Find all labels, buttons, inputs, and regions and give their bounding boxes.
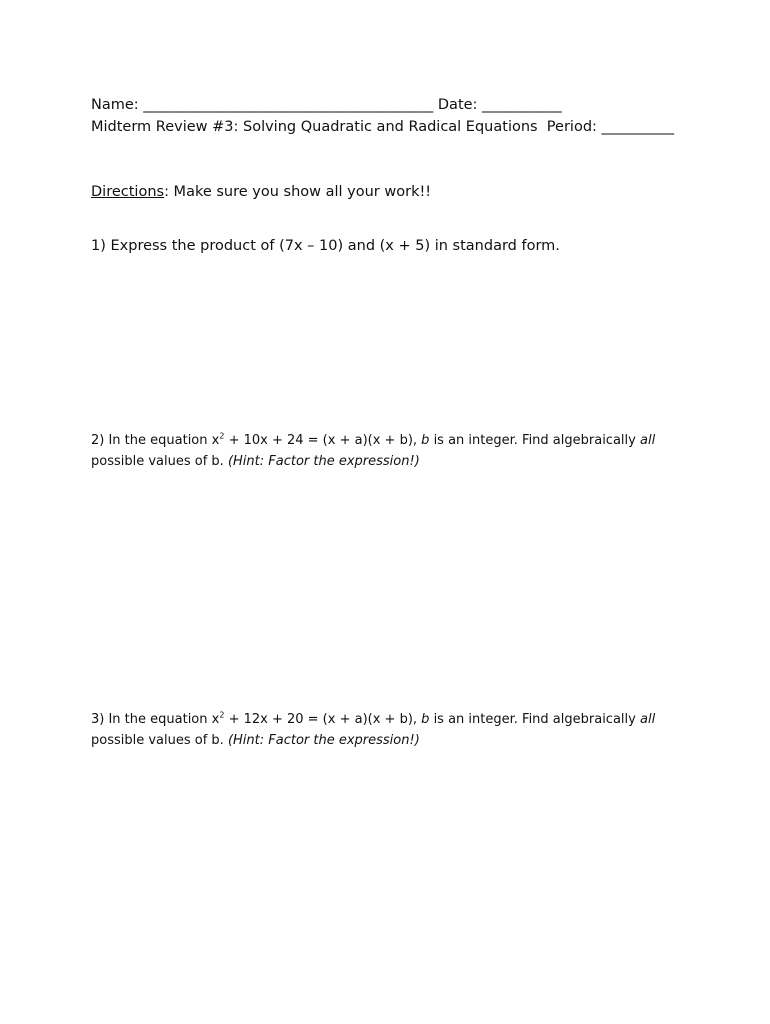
question-2-exponent: 2: [219, 431, 225, 441]
directions-label: Directions: [91, 184, 165, 200]
question-3-exponent: 2: [219, 710, 225, 720]
question-3-continuation: possible values of b.: [91, 733, 228, 748]
question-2-variable-b: b: [421, 433, 430, 448]
date-blank: ___________: [482, 97, 562, 113]
period-blank: __________: [601, 119, 675, 135]
question-3-line-2: [91, 731, 420, 751]
question-3-equation: + 12x + 20 = (x + a)(x + b),: [224, 712, 422, 727]
name-date-line: [91, 95, 562, 115]
worksheet-title: Midterm Review #3: Solving Quadratic and Radical Equations: [91, 119, 538, 135]
date-label: Date:: [433, 97, 483, 113]
question-3-instruction: is an integer. Find algebraically: [429, 712, 640, 727]
question-2-prefix: 2) In the equation x: [91, 433, 220, 448]
question-1: [91, 236, 560, 256]
question-2-hint: (Hint: Factor the expression!): [227, 454, 420, 469]
question-3-prefix: 3) In the equation x: [91, 712, 220, 727]
question-1-text: 1) Express the product of (7x – 10) and (x + 5) in standard form.: [91, 238, 560, 254]
question-3-hint: (Hint: Factor the expression!): [227, 733, 420, 748]
question-2-line-2: [91, 452, 420, 472]
question-2-instruction: is an integer. Find algebraically: [429, 433, 640, 448]
question-3-emphasis: all: [639, 712, 656, 727]
question-3-variable-b: b: [421, 712, 430, 727]
question-2-equation: + 10x + 24 = (x + a)(x + b),: [224, 433, 422, 448]
directions-text: : Make sure you show all your work!!: [164, 184, 432, 200]
name-label: Name:: [91, 97, 144, 113]
question-2-line-1: [91, 431, 655, 451]
title-period-line: [91, 117, 674, 137]
directions-line: [91, 182, 431, 202]
question-2-emphasis: all: [639, 433, 656, 448]
question-2-continuation: possible values of b.: [91, 454, 228, 469]
name-blank: ________________________________________: [143, 97, 434, 113]
period-label: Period:: [537, 119, 602, 135]
question-3-line-1: [91, 710, 655, 730]
